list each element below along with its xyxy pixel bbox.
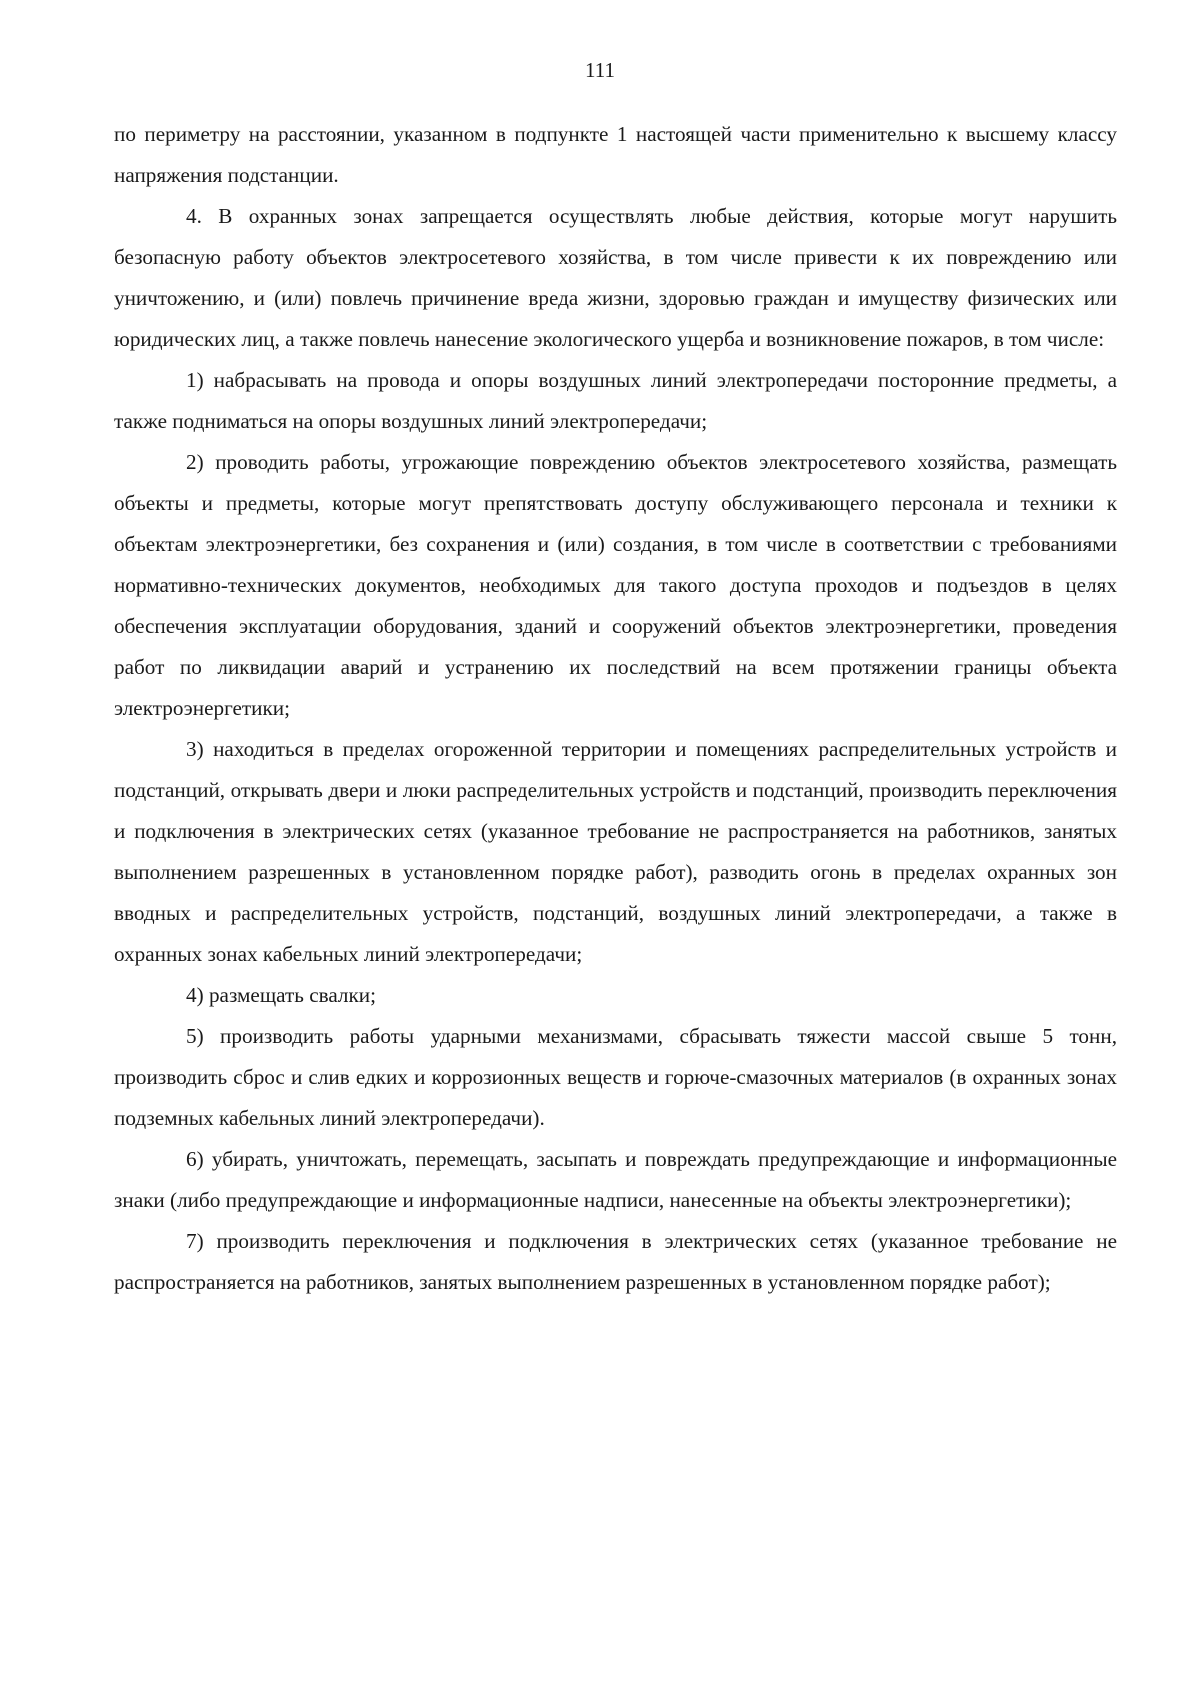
list-item-5: 5) производить работы ударными механизмами, сбрасывать тяжести массой свыше 5 тонн, производить сброс и слив едких и коррозионных веществ и горюче-смазочных материалов (в охранных зонах подземных кабельных линий электропередачи). [114,1024,1117,1130]
list-item-3: 3) находиться в пределах огороженной территории и помещениях распределительных устройств и подстанций, открывать двери и люки распределительных устройств и подстанций, производить переключения и подключения в электрических сетях (указанное требование не распространяется на работников, занятых выполнением разрешенных в установленном порядке работ), разводить огонь в пределах охранных зон вводных и распределительных устройств, подстанций, воздушных линий электропередачи, а также в охранных зонах кабельных линий электропередачи; [114,737,1117,966]
page-number: 111 [585,58,615,82]
paragraph-continuation: по периметру на расстоянии, указанном в подпункте 1 настоящей части применительно к высшему классу напряжения подстанции. [114,122,1117,187]
list-item-2: 2) проводить работы, угрожающие повреждению объектов электросетевого хозяйства, размещать объекты и предметы, которые могут препятствовать доступу обслуживающего персонала и техники к объектам электроэнергетики, без сохранения и (или) создания, в том числе в соответствии с требованиями нормативно-технических документов, необходимых для такого доступа проходов и подъездов в целях обеспечения эксплуатации оборудования, зданий и сооружений объектов электроэнергетики, проведения работ по ликвидации аварий и устранению их последствий на всем протяжении границы объекта электроэнергетики; [114,450,1117,720]
list-item-1: 1) набрасывать на провода и опоры воздушных линий электропередачи посторонние предметы, а также подниматься на опоры воздушных линий электропередачи; [114,368,1117,433]
list-item-6: 6) убирать, уничтожать, перемещать, засыпать и повреждать предупреждающие и информационные знаки (либо предупреждающие и информационные надписи, нанесенные на объекты электроэнергетики); [114,1147,1117,1212]
document-body [114,114,1117,1303]
list-item-4: 4) размещать свалки; [186,983,377,1007]
list-item-7: 7) производить переключения и подключения в электрических сетях (указанное требование не распространяется на работников, занятых выполнением разрешенных в установленном порядке работ); [114,1229,1117,1294]
paragraph-section-4: 4. В охранных зонах запрещается осуществлять любые действия, которые могут нарушить безопасную работу объектов электросетевого хозяйства, в том числе привести к их повреждению или уничтожению, и (или) повлечь причинение вреда жизни, здоровью граждан и имуществу физических или юридических лиц, а также повлечь нанесение экологического ущерба и возникновение пожаров, в том числе: [114,204,1117,351]
